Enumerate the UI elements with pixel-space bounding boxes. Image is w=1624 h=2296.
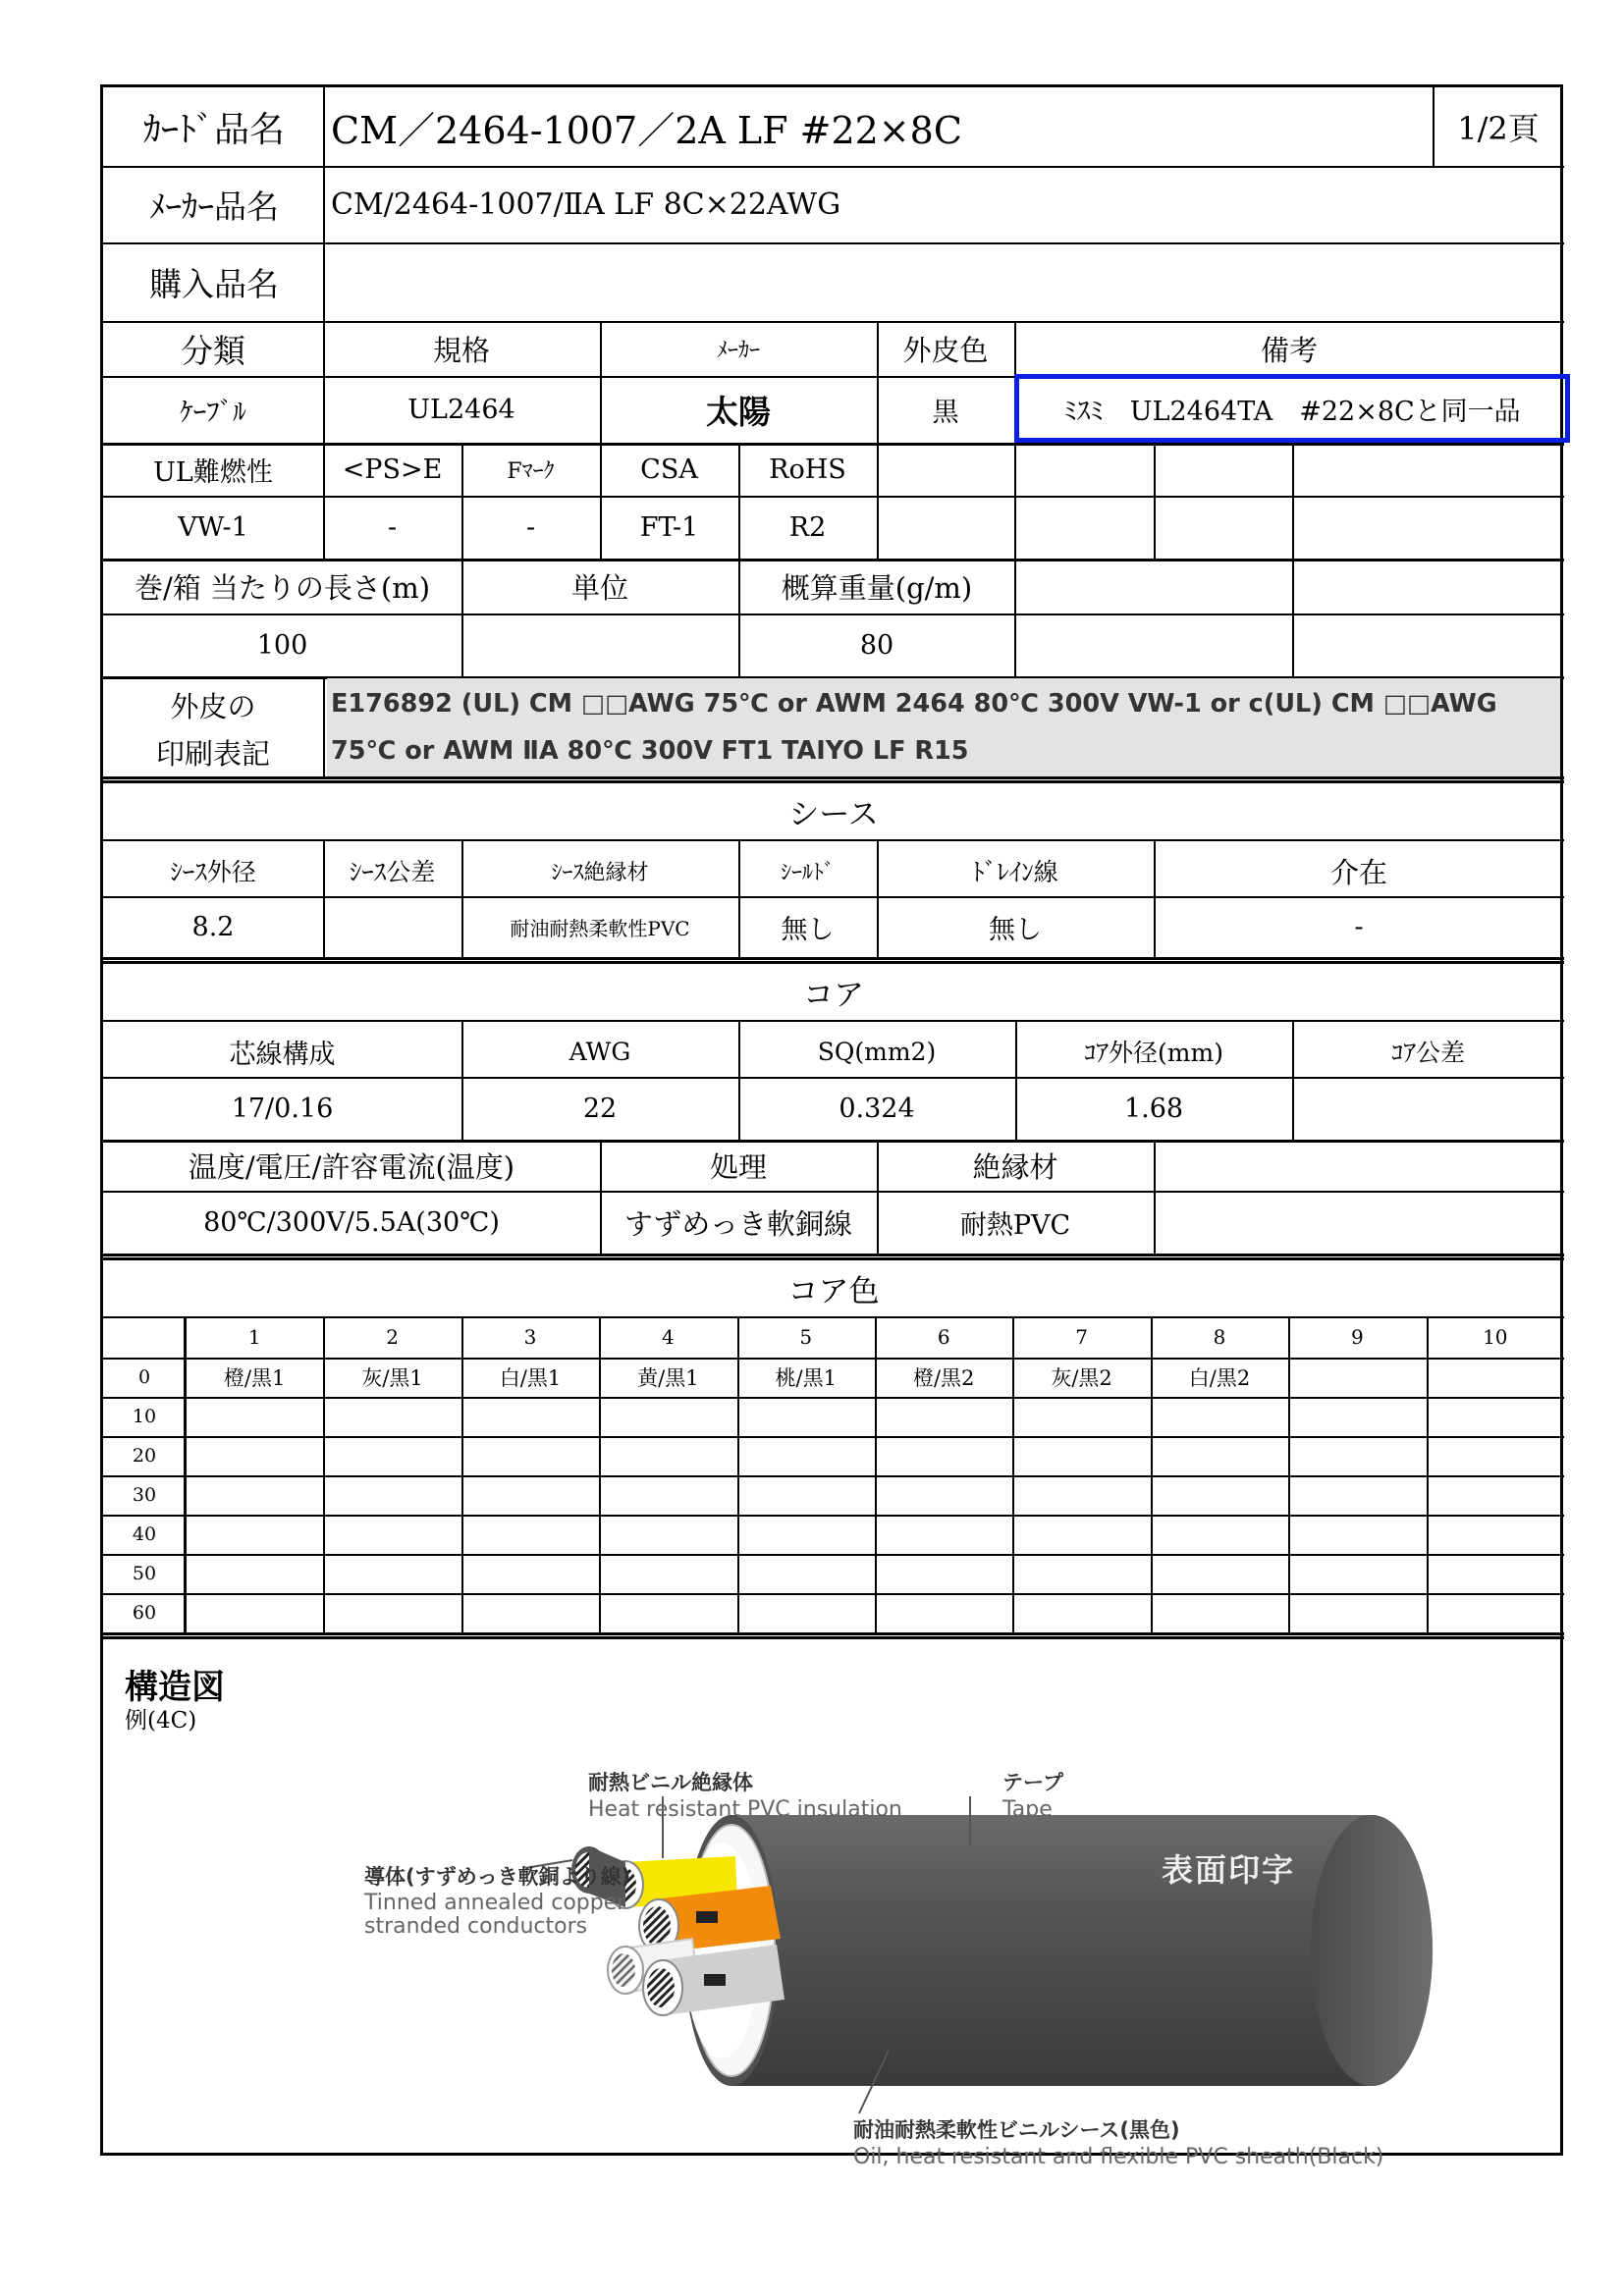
core-color-cell <box>1427 1593 1564 1632</box>
core-color-cell <box>461 1436 599 1475</box>
core-color-cell <box>737 1554 875 1593</box>
core-color-cell <box>875 1515 1012 1554</box>
rule-h <box>103 957 1564 960</box>
note-header: 備考 <box>1260 333 1318 367</box>
awg-value: 22 <box>582 1093 618 1124</box>
core-color-cell <box>186 1515 323 1554</box>
core-color-row-label: 0 <box>137 1366 151 1388</box>
rohs-value: R2 <box>788 511 827 543</box>
rule <box>1012 1316 1014 1632</box>
cable-structure-diagram <box>103 1654 1564 2145</box>
print-line-1: E176892 (UL) CM □□AWG 75℃ or AWM 2464 80℃ 300V VW-1 or c(UL) CM □□AWG <box>331 689 1497 719</box>
core-color-cell <box>323 1475 460 1515</box>
rule <box>323 1316 325 1632</box>
shield-value: 無し <box>781 914 835 945</box>
core-color-cell <box>1427 1436 1564 1475</box>
sq-value: 0.324 <box>839 1093 915 1124</box>
core-color-cell <box>1288 1554 1426 1593</box>
core-od-value: 1.68 <box>1123 1093 1184 1124</box>
core-color-cell <box>875 1475 1012 1515</box>
rule <box>1288 1316 1290 1632</box>
conductor-jp-label: 導体(すずめっき軟銅より線) <box>364 1865 631 1889</box>
core-color-row-label: 30 <box>132 1484 157 1506</box>
core-color-cell <box>1151 1554 1288 1593</box>
sheath-jp-label: 耐油耐熱柔軟性ビニルシース(黒色) <box>853 2118 1180 2142</box>
unit-value <box>461 614 738 676</box>
sheath-od-header: ｼｰｽ外径 <box>170 858 256 886</box>
core-color-cell <box>1012 1593 1150 1632</box>
kikaku-header: 規格 <box>432 333 490 367</box>
core-color-cell <box>599 1397 736 1436</box>
sheath-od-value: 8.2 <box>191 911 235 942</box>
sheath-tol-value <box>323 896 461 957</box>
core-title: コア <box>803 977 864 1013</box>
core-color-cell <box>1288 1436 1426 1475</box>
rule-v <box>1292 559 1294 676</box>
temp-value: 80℃/300V/5.5A(30℃) <box>203 1206 500 1238</box>
core-color-cell: 灰/黒1 <box>361 1366 423 1390</box>
color-header: 外皮色 <box>902 333 989 367</box>
maker-header: ﾒｰｶｰ <box>716 338 760 363</box>
maker-name-value: CM/2464-1007/ⅡA LF 8C×22AWG <box>331 187 841 222</box>
ps-header: <PS>E <box>342 454 443 485</box>
rule <box>103 1636 1564 1639</box>
sheath-ins-header: ｼｰｽ絶縁材 <box>551 860 649 885</box>
rule-v <box>1292 443 1294 559</box>
purchase-name-label: 購入品名 <box>149 264 279 303</box>
drain-header: ﾄﾞﾚｲﾝ線 <box>972 858 1058 886</box>
ul-flame-value: VW-1 <box>178 511 248 543</box>
core-color-cell <box>1288 1358 1426 1397</box>
core-color-cell <box>1288 1397 1426 1436</box>
rule <box>599 1316 601 1632</box>
core-color-cell <box>599 1515 736 1554</box>
strand-value: 17/0.16 <box>231 1093 334 1124</box>
core-color-cell <box>737 1475 875 1515</box>
csa-header: CSA <box>640 454 698 485</box>
core-color-col-header: 2 <box>386 1325 399 1349</box>
core-color-cell <box>1288 1475 1426 1515</box>
treat-value: すずめっき軟銅線 <box>623 1206 852 1241</box>
core-color-cell <box>737 1436 875 1475</box>
ul-flame-header: UL難燃性 <box>153 456 273 488</box>
csa-value: FT-1 <box>639 511 699 543</box>
core-color-cell <box>875 1593 1012 1632</box>
core-color-cell: 灰/黒2 <box>1051 1366 1112 1390</box>
rohs-header: RoHS <box>769 454 846 485</box>
core-color-cell <box>1012 1554 1150 1593</box>
structure-example: 例(4C) <box>125 1707 197 1734</box>
core-color-row-label: 20 <box>132 1445 157 1467</box>
page-number: 1/2頁 <box>1457 110 1540 147</box>
sheath-title: シース <box>788 796 879 832</box>
bunrui-header: 分類 <box>181 331 245 370</box>
core-tol-value <box>1292 1077 1564 1140</box>
purchase-name-value <box>331 242 1215 321</box>
conductor-en-label-2: stranded conductors <box>364 1913 588 1939</box>
length-header: 巻/箱 当たりの長さ(m) <box>134 570 431 605</box>
rule <box>184 1316 187 1632</box>
rule <box>1427 1316 1429 1632</box>
core-color-cell <box>186 1475 323 1515</box>
awg-header: AWG <box>568 1037 631 1066</box>
temp-header: 温度/電圧/許容電流(温度) <box>188 1149 515 1184</box>
core-color-cell <box>1151 1475 1288 1515</box>
core-color-cell <box>1427 1554 1564 1593</box>
print-label-2: 印刷表記 <box>155 736 270 771</box>
core-color-cell <box>323 1397 460 1436</box>
core-color-cell <box>875 1554 1012 1593</box>
core-color-cell <box>1151 1397 1288 1436</box>
maker-value: 太陽 <box>706 392 771 431</box>
drain-value: 無し <box>989 914 1042 945</box>
note-value: ﾐｽﾐ UL2464TA #22×8Cと同一品 <box>1014 374 1570 443</box>
core-color-cell <box>1288 1593 1426 1632</box>
structure-title: 構造図 <box>125 1667 225 1707</box>
core-color-col-header: 7 <box>1075 1325 1088 1349</box>
core-color-cell <box>599 1554 736 1593</box>
core-color-cell <box>599 1436 736 1475</box>
rule <box>461 1316 463 1632</box>
core-color-cell: 桃/黒1 <box>775 1366 837 1390</box>
core-color-cell: 橙/黒2 <box>912 1366 975 1390</box>
core-od-header: ｺｱ外径(mm) <box>1084 1039 1223 1067</box>
core-color-cell <box>1012 1475 1150 1515</box>
maker-name-label: ﾒｰｶｰ品名 <box>149 187 279 226</box>
core-color-cell <box>1012 1436 1150 1475</box>
rule-v <box>323 676 325 776</box>
core-color-cell: 橙/黒1 <box>223 1366 286 1390</box>
core-color-cell <box>1427 1358 1564 1397</box>
core-color-col-header: 1 <box>247 1325 261 1349</box>
core-color-cell <box>737 1515 875 1554</box>
core-color-cell <box>461 1475 599 1515</box>
rule-v <box>1154 1140 1156 1254</box>
sq-header: SQ(mm2) <box>817 1037 937 1066</box>
core-color-cell <box>323 1554 460 1593</box>
print-line-2: 75℃ or AWM ⅡA 80℃ 300V FT1 TAIYO LF R15 <box>331 736 969 766</box>
rule-h <box>103 1254 1564 1256</box>
rule-v <box>877 443 879 559</box>
surface-print-label: 表面印字 <box>1161 1851 1295 1889</box>
core-color-cell <box>186 1436 323 1475</box>
core-color-cell <box>1012 1397 1150 1436</box>
rule <box>737 1316 739 1632</box>
core-color-cell <box>1012 1515 1150 1554</box>
core-color-cell <box>1151 1436 1288 1475</box>
core-color-col-header: 4 <box>662 1325 675 1349</box>
core-color-col-header: 8 <box>1213 1325 1226 1349</box>
core-color-cell <box>875 1397 1012 1436</box>
core-ins-header: 絶縁材 <box>972 1149 1058 1184</box>
core-color-row-label: 60 <box>132 1602 157 1624</box>
insulation-en-label: Heat resistant PVC insulation <box>588 1796 902 1822</box>
core-color-cell <box>186 1593 323 1632</box>
print-label-1: 外皮の <box>170 689 256 723</box>
length-value: 100 <box>256 629 308 661</box>
core-color-cell <box>1151 1593 1288 1632</box>
core-color-cell <box>737 1593 875 1632</box>
core-color-row-label: 50 <box>132 1563 157 1584</box>
sheath-tol-header: ｼｰｽ公差 <box>349 858 436 886</box>
rule-h <box>103 776 1564 779</box>
f-mark-value: - <box>525 511 536 543</box>
core-color-cell <box>323 1593 460 1632</box>
core-color-cell <box>1427 1475 1564 1515</box>
treat-header: 処理 <box>709 1149 767 1184</box>
core-color-cell <box>1427 1397 1564 1436</box>
core-color-row-label: 40 <box>132 1523 157 1545</box>
unit-header: 単位 <box>570 570 628 605</box>
strand-header: 芯線構成 <box>229 1039 336 1070</box>
core-ins-value: 耐熱PVC <box>959 1209 1071 1241</box>
core-color-cell <box>186 1554 323 1593</box>
core-color-cell <box>737 1397 875 1436</box>
rule-v <box>1154 496 1156 559</box>
rule <box>875 1316 877 1632</box>
rule-v <box>1154 443 1156 496</box>
weight-value: 80 <box>859 629 894 661</box>
bunrui-value: ｹｰﾌﾞﾙ <box>180 397 246 428</box>
ps-value: - <box>387 511 398 543</box>
core-color-title: コア色 <box>787 1273 880 1309</box>
core-color-row-label: 10 <box>132 1406 157 1427</box>
sheath-en-label: Oil, heat resistant and flexible PVC sheath(Black) <box>853 2144 1384 2169</box>
core-color-col-header: 3 <box>523 1325 537 1349</box>
sheath-body <box>684 1815 1433 2086</box>
filler-header: 介在 <box>1329 855 1387 889</box>
core-color-cell <box>1427 1515 1564 1554</box>
core-color-cell: 白/黒1 <box>499 1366 562 1390</box>
core-color-col-header: 6 <box>937 1325 950 1349</box>
spec-sheet <box>100 84 1563 2169</box>
filler-value: - <box>1354 911 1364 942</box>
rule <box>103 1632 1564 1635</box>
core-color-cell <box>599 1475 736 1515</box>
core-color-cell <box>461 1554 599 1593</box>
core-color-cell <box>461 1397 599 1436</box>
core-color-col-header: 10 <box>1483 1325 1508 1349</box>
core-color-cell <box>461 1593 599 1632</box>
core-tol-header: ｺｱ公差 <box>1390 1039 1465 1067</box>
shield-header: ｼｰﾙﾄﾞ <box>780 860 835 885</box>
rule <box>1151 1316 1153 1632</box>
core-color-cell <box>599 1593 736 1632</box>
tape-jp-label: テープ <box>1002 1771 1063 1794</box>
weight-header: 概算重量(g/m) <box>781 570 973 605</box>
card-name-value: CM／2464-1007／2A LF #22×8C <box>331 108 962 152</box>
conductor-en-label-1: Tinned annealed copper <box>364 1890 626 1915</box>
core-color-cell: 白/黒2 <box>1188 1366 1251 1390</box>
core-color-cell <box>186 1397 323 1436</box>
core-color-cell <box>1288 1515 1426 1554</box>
kikaku-value: UL2464 <box>407 394 515 425</box>
core-color-cell <box>323 1515 460 1554</box>
core-color-col-header: 9 <box>1351 1325 1364 1349</box>
sheath-ins-value: 耐油耐熱柔軟性PVC <box>510 916 690 940</box>
f-mark-header: Fﾏｰｸ <box>507 458 555 484</box>
core-color-cell <box>875 1436 1012 1475</box>
core-color-cell: 黄/黒1 <box>637 1366 699 1390</box>
tape-en-label: Tape <box>1002 1796 1053 1822</box>
core-color-cell <box>323 1436 460 1475</box>
color-value: 黒 <box>932 397 959 428</box>
card-name-label: ｶｰﾄﾞ品名 <box>142 109 285 150</box>
insulation-jp-label: 耐熱ビニル絶縁体 <box>588 1771 753 1794</box>
core-color-cell <box>461 1515 599 1554</box>
rule-h <box>103 1020 1564 1022</box>
core-color-col-header: 5 <box>799 1325 813 1349</box>
core-color-cell <box>1151 1515 1288 1554</box>
